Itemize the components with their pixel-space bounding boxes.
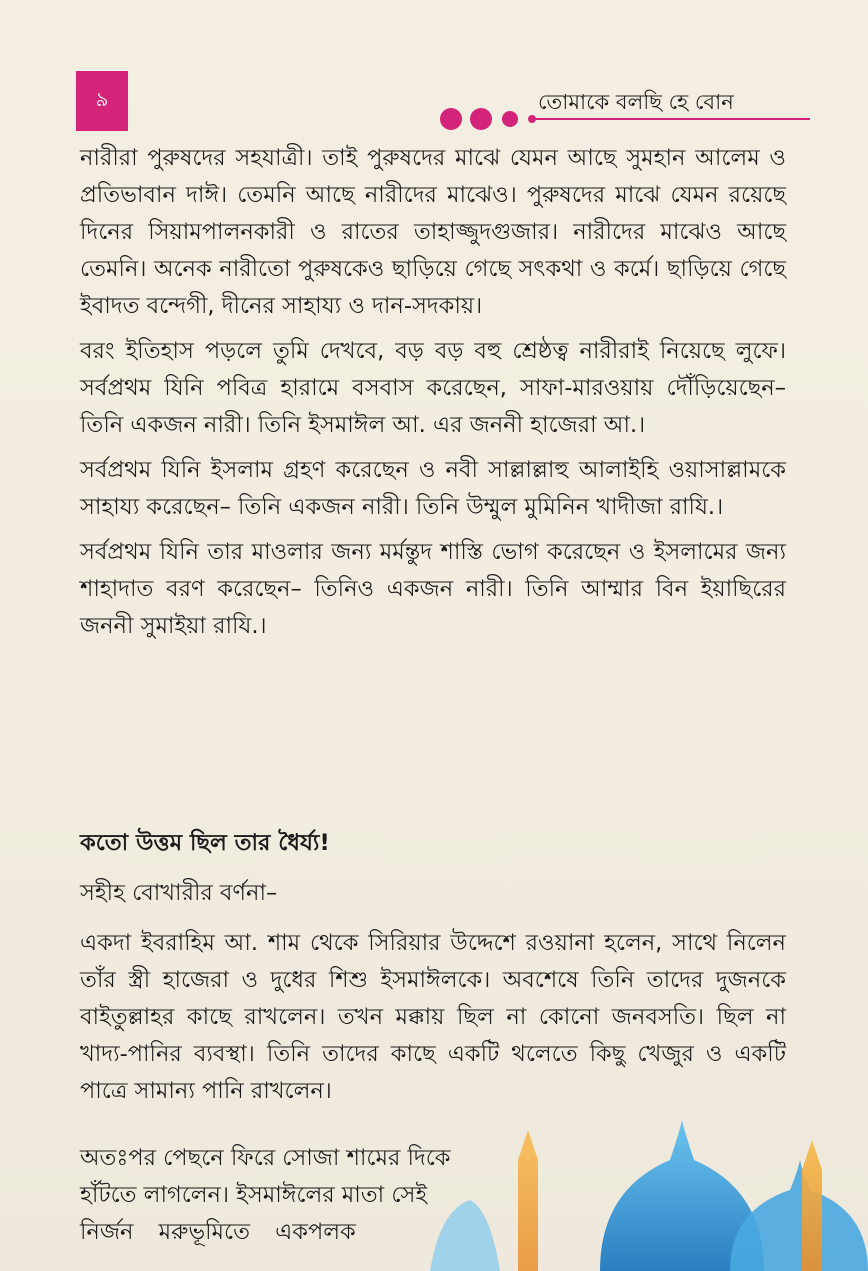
paragraph-2: বরং ইতিহাস পড়লে তুমি দেখবে, বড় বড় বহু শ্রেষ্ঠত্ব নারীরাই নিয়েছে লুফে। সর্বপ্রথম যিনি পবিত্র হারামে বসবাস করেছেন, সাফা-মারওয়ায় দৌঁড়িয়েছেন– তিনি একজন নারী। তিনি ইসমাঈল আ. এর জননী হাজেরা আ.। xyxy=(80,338,786,438)
page-number: ৯ xyxy=(95,86,109,111)
bold-heading: কতো উত্তম ছিল তার ধৈর্য্য! xyxy=(80,830,330,856)
paragraph-4: সর্বপ্রথম যিনি তার মাওলার জন্য মর্মন্তুদ শাস্তি ভোগ করেছেন ও ইসলামের জন্য শাহাদাত বরণ করেছেন– তিনিও একজন নারী। তিনি আম্মার বিন ইয়াছিরের জননী সুমাইয়া রাযি.। xyxy=(80,539,786,639)
paragraph-3: সর্বপ্রথম যিনি ইসলাম গ্রহণ করেছেন ও নবী সাল্লাল্লাহু আলাইহি ওয়াসাল্লামকে সাহায্য করেছেন– তিনি একজন নারী। তিনি উম্মুল মুমিনিন খাদীজা রাযি.। xyxy=(80,457,786,520)
page-number-badge xyxy=(76,71,128,131)
closing-line-3: নির্জন মরুভূমিতে একপলক xyxy=(80,1219,356,1245)
minaret-right-icon xyxy=(802,1140,822,1271)
dome-right-icon xyxy=(730,1160,868,1271)
body-text-block-1 xyxy=(80,140,786,645)
dot-large-2 xyxy=(470,108,492,130)
mosque-illustration xyxy=(430,1120,868,1271)
header-rule xyxy=(534,118,810,120)
paragraph-1: নারীরা পুরুষদের সহযাত্রী। তাই পুরুষদের মাঝে যেমন আছে সুমহান আলেম ও প্রতিভাবান দাঈ। তেমনি আছে নারীদের মাঝেও। পুরুষদের মাঝে যেমন রয়েছে দিনের সিয়ামপালনকারী ও রাতের তাহাজ্জুদগুজার। নারীদের মাঝেও আছে তেমনি। অনেক নারীতো পুরুষকেও ছাড়িয়ে গেছে সৎকথা ও কর্মে। ছাড়িয়ে গেছে ইবাদত বন্দেগী, দীনের সাহায্য ও দান-সদকায়। xyxy=(80,145,786,319)
closing-line-1: অতঃপর পেছনে ফিরে সোজা শামের দিকে xyxy=(80,1145,451,1171)
running-title: তোমাকে বলছি হে বোন xyxy=(538,90,734,114)
closing-line-2: হাঁটতে লাগলেন। ইসমাঈলের মাতা সেই xyxy=(80,1182,428,1208)
dome-small-left-icon xyxy=(430,1200,500,1271)
minaret-left-icon xyxy=(518,1130,538,1271)
dot-medium xyxy=(502,111,518,127)
narrative-paragraph: একদা ইবরাহিম আ. শাম থেকে সিরিয়ার উদ্দেশে রওয়ানা হলেন, সাথে নিলেন তাঁর স্ত্রী হাজেরা ও দুধের শিশু ইসমাঈলকে। অবশেষে তিনি তাদের দুজনকে বাইতুল্লাহর কাছে রাখলেন। তখন মক্কায় ছিল না কোনো জনবসতি। ছিল না খাদ্য-পানির ব্যবস্থা। তিনি তাদের কাছে একটি থলেতে কিছু খেজুর ও একটি পাত্রে সামান্য পানি রাখলেন। xyxy=(80,930,786,1104)
dot-large-1 xyxy=(440,108,462,130)
subheading: সহীহ বোখারীর বর্ণনা– xyxy=(80,880,278,906)
